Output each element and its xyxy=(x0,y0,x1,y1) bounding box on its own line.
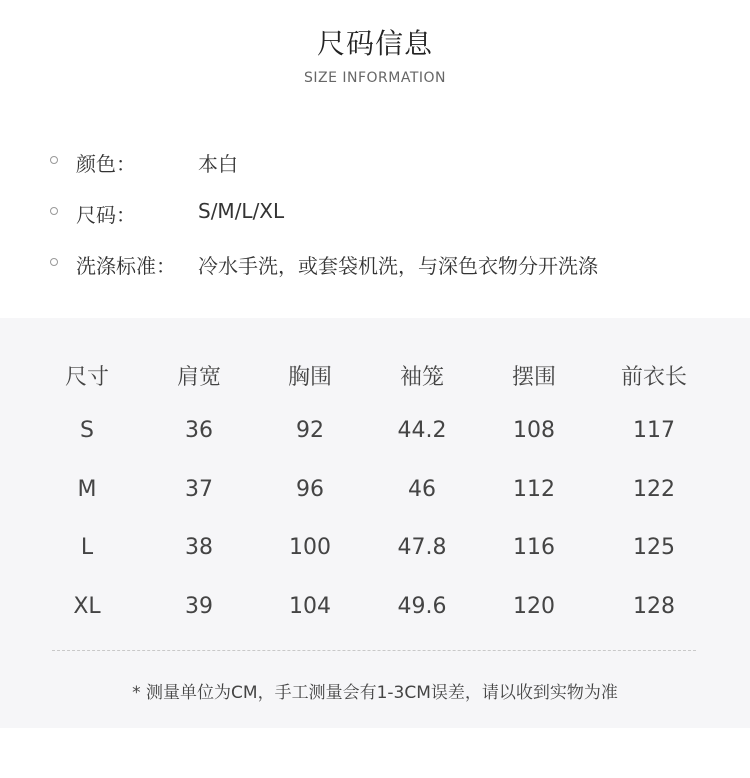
size-table-panel xyxy=(0,318,750,728)
table-cell: 38 xyxy=(185,535,213,560)
table-cell: 92 xyxy=(296,418,324,443)
table-header-cell: 尺寸 xyxy=(64,365,109,390)
info-row-size xyxy=(50,199,730,229)
table-cell: 112 xyxy=(513,477,555,502)
info-value: 本白 xyxy=(198,152,238,176)
table-header-cell: 胸围 xyxy=(287,365,332,390)
measurement-note: * 测量单位为CM，手工测量会有1-3CM误差，请以收到实物为准 xyxy=(132,683,618,703)
table-cell: 96 xyxy=(296,477,324,502)
page-title: 尺码信息 xyxy=(316,27,433,60)
table-cell: 122 xyxy=(633,477,675,502)
table-header-cell: 肩宽 xyxy=(176,365,221,390)
table-cell: 116 xyxy=(513,535,555,560)
table-cell: 100 xyxy=(289,535,331,560)
info-label: 颜色： xyxy=(76,152,136,176)
table-cell: M xyxy=(77,477,97,502)
circle-bullet-icon xyxy=(50,156,58,164)
table-cell: 47.8 xyxy=(397,535,447,560)
table-cell: 120 xyxy=(513,594,555,619)
table-cell: 46 xyxy=(408,477,436,502)
page-subtitle: SIZE INFORMATION xyxy=(303,70,447,86)
table-cell: 117 xyxy=(633,418,675,443)
info-row-color xyxy=(50,148,730,178)
table-cell: S xyxy=(80,418,94,443)
table-cell: 37 xyxy=(185,477,213,502)
table-cell: 49.6 xyxy=(397,594,447,619)
circle-bullet-icon xyxy=(50,207,58,215)
circle-bullet-icon xyxy=(50,258,58,266)
info-row-washing xyxy=(50,250,730,280)
table-cell: 104 xyxy=(289,594,331,619)
dashed-divider xyxy=(52,650,696,651)
info-value: 冷水手洗，或套袋机洗，与深色衣物分开洗涤 xyxy=(198,254,598,278)
table-cell: L xyxy=(80,535,94,560)
table-header-cell: 摆围 xyxy=(511,365,556,390)
table-cell: 128 xyxy=(633,594,675,619)
table-cell: 36 xyxy=(185,418,213,443)
table-cell: 108 xyxy=(513,418,555,443)
info-label: 尺码： xyxy=(76,203,136,227)
table-cell: 125 xyxy=(633,535,675,560)
table-cell: XL xyxy=(73,594,101,619)
table-header-cell: 前衣长 xyxy=(620,365,687,390)
table-header-cell: 袖笼 xyxy=(399,365,444,390)
table-cell: 39 xyxy=(185,594,213,619)
info-value: S/M/L/XL xyxy=(198,199,285,223)
table-cell: 44.2 xyxy=(397,418,447,443)
info-label: 洗涤标准： xyxy=(76,254,176,278)
